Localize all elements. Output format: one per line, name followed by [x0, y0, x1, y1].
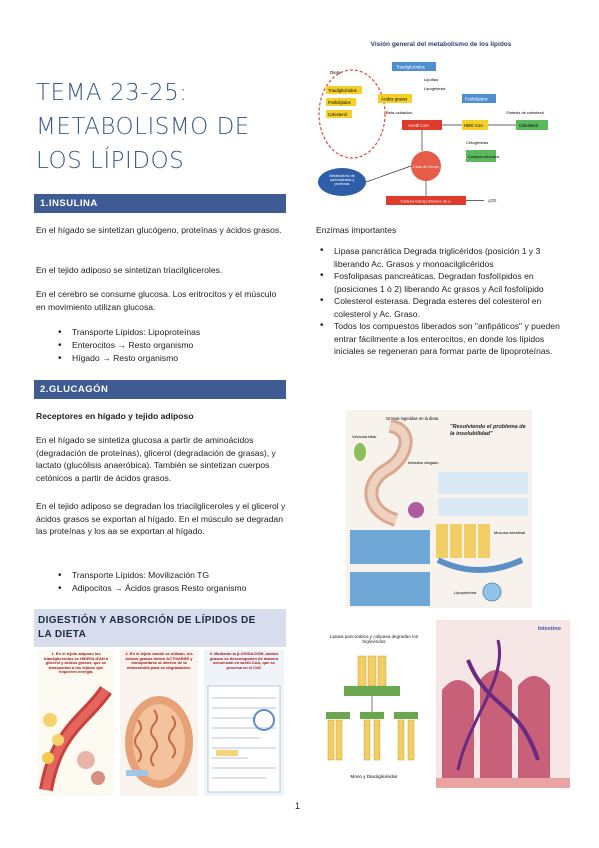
figure-caption: Lipasa pancreática y colipasa degradan los triglicéridos: [329, 634, 419, 645]
diagram-label: Triacilglicéridos: [396, 64, 425, 70]
caption-box: [328, 634, 420, 652]
adipocyte-shape: [42, 752, 54, 764]
figure-label: Grasas ingeridas en la dieta: [386, 416, 439, 421]
lipase-svg: [318, 620, 570, 788]
diagram-label: Beta-oxidación: [386, 110, 413, 115]
muscle-cell-shape: [91, 771, 105, 785]
enzimas-heading: Enzimas importantes: [316, 225, 397, 235]
digestion-figure: [36, 650, 286, 796]
insulina-paragraph: En el hígado se sintetizan glucógeno, proteínas y ácidos grasos.: [36, 225, 282, 235]
basement-shape: [436, 778, 570, 788]
insulina-paragraph: En el cerebro se consume glucosa. Los eritrocitos y el músculo en movimiento utilizan glucosa.: [36, 289, 277, 312]
diagram-label: Metabolismo de carbohidratos y proteínas: [329, 174, 355, 187]
intestine-absorption-figure: [346, 410, 532, 608]
figure-quote: "Resolviendo el problema de la insolubilidad": [450, 424, 526, 437]
figure-label: Intestino delgado: [408, 460, 439, 465]
title-line: TEMA 23-25:: [36, 80, 188, 106]
diagram-label: Colesterol: [328, 112, 347, 117]
glucagon-paragraph: En el tejido adiposo se degradan los triacilgliceroles y el glicerol y ácidos grasos se exportan al hígado. En el músculo se degradan las proteínas y los aa se exportan al hígado.: [36, 501, 286, 536]
list-item: • Transporte Lípidos: Lipoproteínas: [60, 326, 290, 339]
panel-caption: 3. Mediante la β-OXIDACIÓN, ácidos grasos se descomponen de manera secuencial en acetil-CoA, que se procesa en el CdC: [209, 652, 279, 670]
label-box-shape: [216, 750, 238, 756]
diagram-label: Cuerpos cetónicos: [468, 155, 500, 159]
triglyceride-group: [358, 656, 386, 686]
step-box-shape: [350, 530, 430, 564]
diagram-label: Dieta: [330, 70, 341, 75]
diagram-title: Visión general del metabolismo de los lípidos: [370, 41, 512, 48]
page-number: 1: [295, 801, 301, 811]
title-line: METABOLISMO DE: [36, 114, 250, 140]
panel-caption-box: [122, 652, 196, 686]
muscle-cell-shape: [77, 751, 95, 769]
step-box-shape: [438, 498, 528, 516]
figure-label: Lipoproteína: [454, 590, 477, 595]
diagram-label: Triacilglicéridos: [328, 88, 357, 93]
monoglyceride-group: [326, 712, 418, 719]
title-line: LOS LÍPIDOS: [36, 148, 185, 174]
list-item: • Lipasa pancrática Degrada triglicéridos (posición 1 y 3 liberando Ac. Grasos y monoacilglicéridos: [320, 245, 568, 270]
figure-title: Intestino: [538, 626, 561, 632]
diagram-label: Ciclo de Krebs: [412, 164, 440, 169]
diagram-label: Cetogénesis: [466, 140, 489, 145]
lipase-intestine-figure: [318, 620, 570, 788]
micelle-shape: [408, 502, 424, 518]
panel-caption: 2. En el tejido donde se utilizan, los ácidos grasos deben ACTIVARSE y transportarse al interior de la mitocondria para su degradación.: [125, 652, 193, 670]
page-title: [36, 76, 286, 178]
diagram-label: Fosfolípidos: [328, 100, 351, 105]
diagram-label: ATP: [488, 198, 497, 204]
lipoprotein-shape: [483, 583, 501, 601]
label-box-shape: [126, 770, 148, 776]
section-heading-digestion: [34, 609, 286, 647]
mitochondrion-inner-shape: [133, 704, 185, 780]
panel-caption: 1. En el tejido adiposo los triacilglicéridos se HIDROLIZAN a glicerol y ácidos grasos, que se transportan a los tejidos que requieren energía.: [43, 652, 109, 675]
lipid-metabolism-overview-diagram: [316, 36, 566, 212]
step-box-shape: [350, 572, 430, 606]
quote-box: [450, 424, 530, 446]
figure-label: Mucosa intestinal: [494, 530, 525, 535]
list-item: • Transporte Lípidos: Movilización TG: [60, 569, 290, 582]
villi-group: [442, 670, 550, 788]
diagram-label: Lipogénesis: [424, 86, 446, 91]
step-box-shape: [438, 472, 528, 494]
section-heading-glucagon: 2.GLUCAGÓN: [34, 380, 286, 399]
glucagon-paragraph: En el hígado se sintetiza glucosa a partir de aminoácidos (degradación de proteínas), glicerol (degradación de grasas), y lactato (glucólisis anaeróbica). También se sintetizan cuerpos cetónicos a partir de ácidos grasos.: [36, 435, 276, 483]
glucagon-subheading: Receptores en hígado y tejido adiposo: [36, 411, 194, 421]
list-item: • Enterocitos → Resto organismo: [60, 339, 290, 352]
list-item: • Fosfolipasas pancreáticas. Degradan fosfolípidos en (posiciones 1 ó 2) liberando Ac grasos y Acil fosfolípido: [320, 270, 568, 295]
gallbladder-shape: [354, 443, 366, 461]
diagram-label: Acetil CoA: [408, 123, 430, 128]
enzimas-list: [320, 245, 568, 358]
glucagon-list: [60, 569, 290, 595]
heading-line: DIGESTIÓN Y ABSORCIÓN DE LÍPIDOS DE: [38, 615, 256, 626]
list-item: • Hígado → Resto organismo: [60, 352, 290, 365]
list-item: • Adipocitos → Ácidos grasos Resto organismo: [60, 582, 290, 595]
arrow-shape: [366, 166, 411, 182]
section-heading-insulina: 1.INSULINA: [34, 194, 286, 213]
diagram-label: Lipólisis: [424, 77, 439, 82]
figure-label: Vesícula biliar: [352, 434, 377, 439]
digestion-figure-svg: [36, 650, 286, 796]
list-item: • Todos los compuestos liberados son "anfipáticos" y pueden entrar fácilmente a los enterocitos, en donde los lípidos iniciales se regeneran para formar parte de lipoproteínas.: [320, 320, 568, 358]
panel-caption-box: [40, 652, 112, 686]
adipocyte-shape: [52, 734, 64, 746]
adipocyte-shape: [43, 713, 57, 727]
insulina-list: [60, 326, 290, 365]
diagram-label: HMG CoA: [464, 123, 484, 128]
figure-label: Mono y Diacilglicéridos: [350, 774, 398, 779]
intestine-svg: [346, 410, 532, 608]
diagram-label: Síntesis de colesterol: [506, 110, 545, 115]
diagram-label: Colesterol: [519, 123, 538, 128]
insulina-paragraph: En el tejido adiposo se sintetizan triacilgliceroles.: [36, 265, 223, 275]
overview-svg: [316, 36, 566, 212]
pathway-box-shape: [208, 686, 280, 792]
diagram-label: Ácidos grasos: [381, 96, 408, 102]
heading-line: LA DIETA: [38, 629, 87, 640]
node-label-box: [322, 174, 362, 192]
panel-caption-box: [206, 652, 282, 682]
glycerol-backbone-shape: [344, 686, 400, 696]
diagram-label: Cadena transportadora de e-: [400, 198, 452, 204]
list-item: • Colesterol esterasa. Degrada esteres del colesterol en colesterol y Ac. Graso.: [320, 295, 568, 320]
diagram-label: Fosfolípidos: [465, 96, 488, 102]
